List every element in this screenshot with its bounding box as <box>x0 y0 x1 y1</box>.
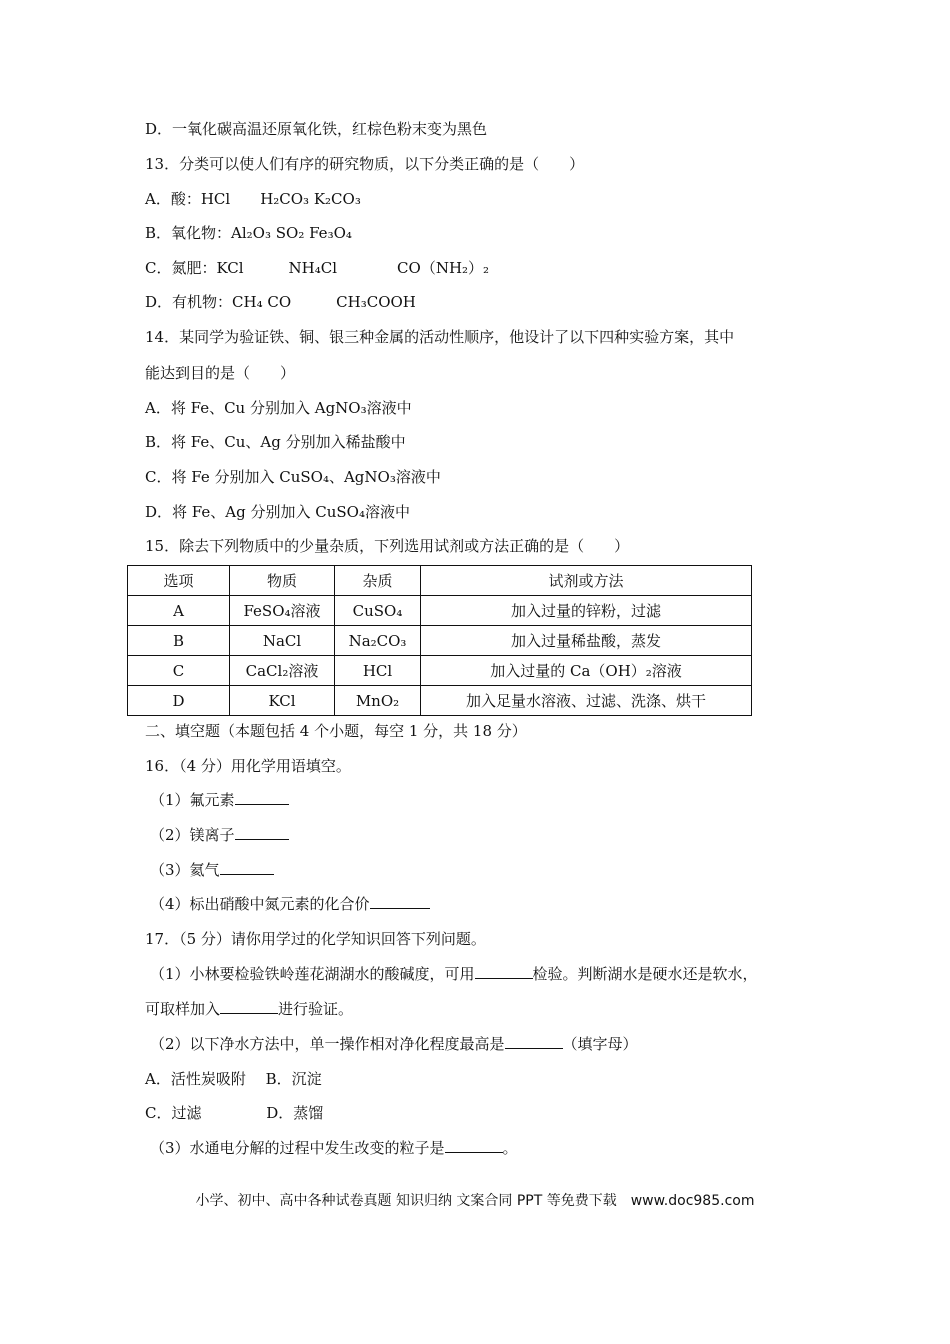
question-16-2 <box>150 825 289 845</box>
question-15: 15．除去下列物质中的少量杂质，下列选用试剂或方法正确的是（ ） <box>145 537 630 555</box>
impurity-table <box>127 565 752 716</box>
table-cell: Na₂CO₃ <box>335 626 421 656</box>
answer-blank <box>235 825 289 840</box>
table-header: 物质 <box>230 566 335 596</box>
prompt-text: （1）氟元素 <box>150 791 235 809</box>
question-13-option-c: C．氮肥：KCl NH₄Cl CO（NH₂）₂ <box>145 259 490 277</box>
question-16: 16．（4 分）用化学用语填空。 <box>145 757 351 775</box>
table-cell: CaCl₂溶液 <box>230 656 335 686</box>
question-14-option-a: A．将 Fe、Cu 分别加入 AgNO₃溶液中 <box>145 399 412 417</box>
table-header: 试剂或方法 <box>421 566 752 596</box>
prompt-text: （1）小林要检验铁岭莲花湖湖水的酸碱度，可用 <box>150 965 475 983</box>
prompt-text: 检验。判断湖水是硬水还是软水， <box>532 965 758 983</box>
question-14: 14．某同学为验证铁、铜、银三种金属的活动性顺序，他设计了以下四种实验方案，其中 <box>145 328 735 346</box>
table-cell: B <box>128 626 230 656</box>
table-cell: 加入过量的 Ca（OH）₂溶液 <box>421 656 752 686</box>
table-cell: HCl <box>335 656 421 686</box>
question-14-option-b: B．将 Fe、Cu、Ag 分别加入稀盐酸中 <box>145 433 406 451</box>
section-2-title: 二、填空题（本题包括 4 个小题，每空 1 分，共 18 分） <box>145 722 527 740</box>
prompt-text: （4）标出硝酸中氮元素的化合价 <box>150 895 370 913</box>
question-13-option-d: D．有机物：CH₄ CO CH₃COOH <box>145 293 416 311</box>
question-16-1 <box>150 790 289 810</box>
table-cell: 加入过量的锌粉，过滤 <box>421 596 752 626</box>
table-row <box>128 626 752 656</box>
line-d-option: D．一氧化碳高温还原氧化铁，红棕色粉末变为黑色 <box>145 120 488 138</box>
prompt-text: 可取样加入 <box>145 1000 221 1018</box>
answer-blank <box>220 999 278 1014</box>
question-14-cont: 能达到目的是（ ） <box>145 364 296 382</box>
question-17-2 <box>150 1034 638 1054</box>
table-cell: CuSO₄ <box>335 596 421 626</box>
table-row <box>128 686 752 716</box>
question-17-2-options-cd: C．过滤 D．蒸馏 <box>145 1104 324 1122</box>
question-16-4 <box>150 894 430 914</box>
table-cell: FeSO₄溶液 <box>230 596 335 626</box>
page-footer: 小学、初中、高中各种试卷真题 知识归纳 文案合同 PPT 等免费下载 www.doc985.com <box>195 1193 755 1209</box>
prompt-text: （填字母） <box>562 1035 638 1053</box>
question-17-1 <box>150 964 758 984</box>
answer-blank <box>445 1138 503 1153</box>
table-cell: C <box>128 656 230 686</box>
question-13-option-b: B．氧化物：Al₂O₃ SO₂ Fe₃O₄ <box>145 224 352 242</box>
table-cell: NaCl <box>230 626 335 656</box>
prompt-text: 。 <box>502 1139 518 1157</box>
answer-blank <box>235 790 289 805</box>
table-row <box>128 596 752 626</box>
prompt-text: （2）镁离子 <box>150 826 235 844</box>
answer-blank <box>475 964 533 979</box>
question-17-2-options-ab: A．活性炭吸附 B．沉淀 <box>145 1070 322 1088</box>
table-row <box>128 656 752 686</box>
table-cell: D <box>128 686 230 716</box>
table-header-row <box>128 566 752 596</box>
question-13: 13．分类可以使人们有序的研究物质，以下分类正确的是（ ） <box>145 155 585 173</box>
question-17-3 <box>150 1138 518 1158</box>
prompt-text: （3）氦气 <box>150 861 220 879</box>
table-cell: 加入过量稀盐酸，蒸发 <box>421 626 752 656</box>
answer-blank <box>370 894 430 909</box>
table-cell: 加入足量水溶液、过滤、洗涤、烘干 <box>421 686 752 716</box>
question-17: 17．（5 分）请你用学过的化学知识回答下列问题。 <box>145 930 486 948</box>
question-16-3 <box>150 860 274 880</box>
table-cell: MnO₂ <box>335 686 421 716</box>
table-header: 杂质 <box>335 566 421 596</box>
table-header: 选项 <box>128 566 230 596</box>
question-13-option-a: A．酸：HCl H₂CO₃ K₂CO₃ <box>145 190 361 208</box>
prompt-text: （2）以下净水方法中，单一操作相对净化程度最高是 <box>150 1035 505 1053</box>
question-17-1-cont <box>145 999 353 1019</box>
prompt-text: 进行验证。 <box>278 1000 354 1018</box>
table-cell: KCl <box>230 686 335 716</box>
answer-blank <box>220 860 274 875</box>
question-14-option-d: D．将 Fe、Ag 分别加入 CuSO₄溶液中 <box>145 503 410 521</box>
answer-blank <box>505 1034 563 1049</box>
table-cell: A <box>128 596 230 626</box>
question-14-option-c: C．将 Fe 分别加入 CuSO₄、AgNO₃溶液中 <box>145 468 441 486</box>
prompt-text: （3）水通电分解的过程中发生改变的粒子是 <box>150 1139 445 1157</box>
